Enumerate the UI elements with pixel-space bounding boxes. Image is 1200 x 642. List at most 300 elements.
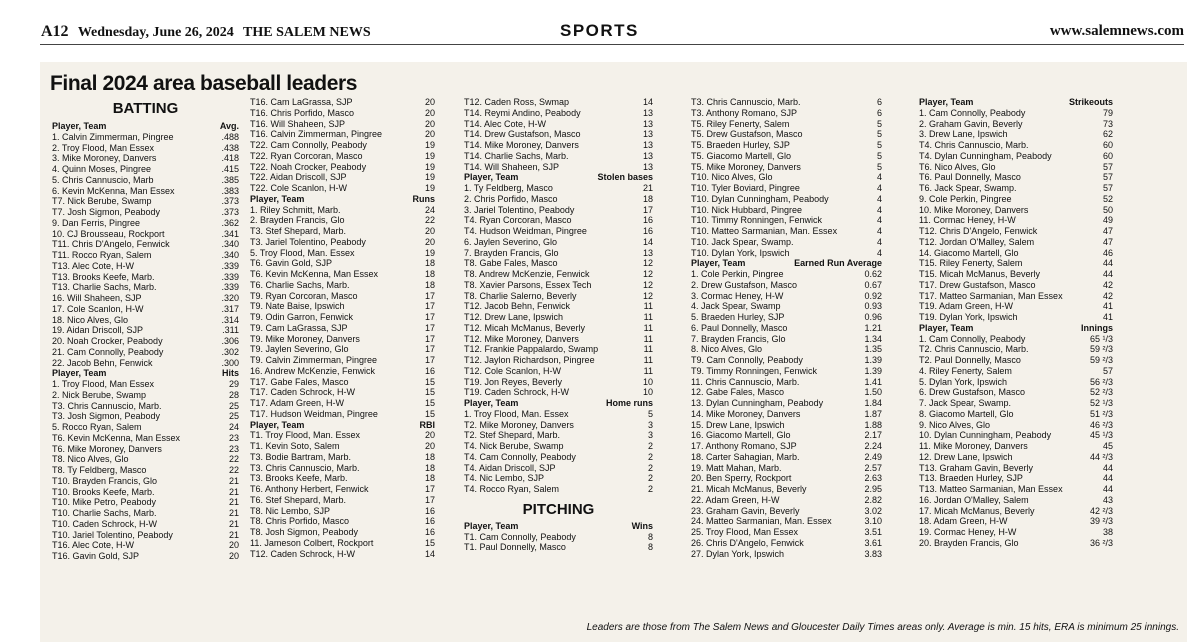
stat-value: 4 [876,183,882,193]
player-team: T22. Cam Connolly, Peabody [250,140,367,150]
stat-row [691,312,882,323]
stat-category-label: Strikeouts [1068,97,1113,107]
player-team: T19. Adam Green, H-W [919,301,1014,312]
stat-row [464,269,653,280]
stat-value: 0.93 [864,301,882,312]
stat-value: .340 [221,239,239,250]
stat-row [250,377,435,388]
stat-row [919,205,1113,216]
stat-value: 39 ²/3 [1089,516,1113,527]
stat-value: 11 [643,312,653,322]
stat-value: 8 [647,531,653,542]
player-team: T4. Chris Cannuscio, Marb. [919,140,1029,150]
stat-value: .306 [221,336,239,346]
player-team: 21. Cam Connolly, Peabody [52,346,164,357]
stat-row [464,484,653,495]
stat-value: 44 [1102,473,1113,484]
stat-row [464,441,653,452]
stat-row [919,162,1113,173]
stat-value: .488 [221,131,239,142]
stat-row [919,527,1113,538]
stat-row [464,258,653,269]
player-team: 16. Giacomo Martell, Glo [691,430,791,441]
article-title: Final 2024 area baseball leaders [50,72,358,95]
stat-row [464,532,653,543]
stat-value: 12 [642,269,653,279]
player-team: 12. Drew Lane, Ipswich [919,451,1013,462]
stat-value: 36 ²/3 [1089,537,1113,548]
stat-row [691,334,882,345]
stat-value: 19 [424,140,435,150]
stat-row [691,549,882,560]
stat-category-label: Hits [221,368,239,379]
stat-row [52,508,239,519]
player-team: T8. Ty Feldberg, Masco [52,465,147,475]
stat-row [691,387,882,398]
player-team: T8. Chris Porfido, Masco [250,516,350,527]
stat-value: 41 [1102,312,1113,322]
stat-value: 1.34 [864,333,882,344]
stat-row [250,409,435,420]
stat-row [250,226,435,237]
player-team: T13. Brooks Keefe, Marb. [52,271,155,282]
stat-value: 44 [1102,269,1113,279]
stats-column-3 [464,97,653,553]
player-team: T15. Riley Fenerty, Salem [919,258,1023,269]
stat-row [464,119,653,130]
player-team: T3. Bodie Bartram, Marb. [250,451,352,462]
stat-row [250,473,435,484]
stat-row [691,129,882,140]
stat-row [464,430,653,441]
stat-row [919,334,1113,345]
stat-category-label: Innings [1081,322,1113,333]
stat-row [691,452,882,463]
stat-row [464,409,653,420]
player-team: T11. Rocco Ryan, Salem [52,250,152,260]
stat-row [250,172,435,183]
player-team: T2. Stef Shepard, Marb. [464,430,561,441]
player-team: 17. Cole Scanlon, H-W [52,303,144,314]
player-team: T3. Stef Shepard, Marb. [250,226,347,236]
stat-row [52,143,239,154]
stat-row [250,312,435,323]
stat-value: 46 [1102,247,1113,258]
stat-row [52,250,239,261]
stat-value: 17 [424,494,435,505]
player-team: T7. Josh Sigmon, Peabody [52,207,161,217]
stat-row [464,377,653,388]
stat-value: 5 [647,408,653,419]
stat-row [52,476,239,487]
stat-value: 17 [424,290,435,301]
stat-value: 4 [876,247,882,258]
stat-value: 20 [424,441,435,451]
leaders-panel [40,62,1187,642]
stat-value: .311 [222,325,239,336]
player-team: 5. Troy Flood, Man. Essex [250,247,355,258]
player-team: T12. Mike Moroney, Danvers [464,333,579,344]
stat-value: 3.10 [864,516,882,527]
stat-value: 2 [647,441,653,451]
stat-value: 52 ¹/3 [1089,398,1113,408]
stat-row [464,355,653,366]
stat-row [464,387,653,398]
stat-value: .339 [221,271,239,282]
player-team: T8. Nico Alves, Glo [52,454,129,465]
stat-value: 4 [876,172,882,183]
player-team: T14. Drew Gustafson, Masco [464,129,581,140]
stat-row [250,495,435,506]
stat-value: 20 [424,107,435,118]
stat-row [52,347,239,358]
stat-value: 11 [643,333,653,344]
stat-value: .302 [221,346,239,357]
stat-row [919,301,1113,312]
stat-row [691,301,882,312]
stat-value: 3.83 [864,548,882,559]
stat-value: 3 [647,419,653,430]
player-team: T8. Xavier Parsons, Essex Tech [464,279,592,290]
stat-value: 3.02 [864,505,882,516]
stat-row [250,108,435,119]
stat-row [691,140,882,151]
stat-row [52,444,239,455]
stat-value: .362 [221,217,239,228]
stat-row [250,258,435,269]
player-team: T12. Jordan O'Malley, Salem [919,236,1035,247]
stat-category-label: Home runs [605,398,653,408]
player-team: 4. Jack Spear, Swamp [691,301,781,312]
player-team: 12. Gabe Fales, Masco [691,387,785,398]
player-team: T17. Adam Green, H-W [250,398,345,408]
player-team: T14. Will Shaheen, SJP [464,161,560,172]
stat-header-row [691,258,882,269]
stat-value: 5 [876,118,882,129]
stat-row [52,272,239,283]
stat-row [52,164,239,175]
stat-value: 50 [1102,204,1113,215]
stat-value: 15 [424,537,435,548]
stat-row [250,291,435,302]
stat-row [691,280,882,291]
stat-value: .373 [221,207,239,217]
player-team: T12. Caden Ross, Swmap [464,97,570,107]
player-team: 1. Troy Flood, Man. Essex [464,408,569,419]
stat-value: 62 [1102,129,1113,140]
stat-row [52,282,239,293]
stat-row [250,97,435,108]
stat-row [464,463,653,474]
stat-value: 23 [228,432,239,443]
player-team: 1. Cole Perkin, Pingree [691,269,784,279]
player-team: 4. Riley Fenerty, Salem [919,365,1012,376]
player-team: T4. Hudson Weidman, Pingree [464,226,587,236]
player-team: T3. Chris Cannuscio, Marb. [691,97,801,107]
stat-row [52,336,239,347]
website-url: www.salemnews.com [1049,23,1184,39]
player-team: T22. Cole Scanlon, H-W [250,183,348,193]
column-header-label: Player, Team [250,193,305,204]
stat-row [691,248,882,259]
stat-value: 20 [228,540,239,551]
player-team: T7. Nick Berube, Swamp [52,196,152,207]
stat-row [250,162,435,173]
stat-value: 23 [228,443,239,454]
column-header-label: Player, Team [691,258,746,269]
stat-value: 19 [424,183,435,193]
stat-value: 18 [424,451,435,462]
stat-value: 52 ²/3 [1089,387,1113,398]
stat-row [52,379,239,390]
stat-value: 17 [642,204,653,215]
stat-value: 0.67 [864,279,882,290]
player-team: 16. Jordan O'Malley, Salem [919,494,1029,505]
player-team: 11. Cormac Heney, H-W [919,215,1016,226]
stat-row [919,129,1113,140]
stat-value: 21 [228,497,239,508]
stat-row [691,441,882,452]
player-team: T10. Jack Spear, Swamp. [691,236,794,247]
stat-value: 45 [1102,441,1113,451]
stat-row [250,538,435,549]
stat-value: 4 [876,236,882,247]
stat-row [919,430,1113,441]
stat-value: 17 [424,333,435,344]
stat-row [52,358,239,369]
player-team: 2. Graham Gavin, Beverly [919,118,1023,129]
stat-value: 4 [876,193,882,204]
stat-value: 20 [228,551,239,561]
player-team: 9. Cole Perkin, Pingree [919,193,1012,204]
stat-row [919,441,1113,452]
player-team: T8. Charlie Salerno, Beverly [464,290,577,301]
stat-category-label: Wins [631,520,653,531]
stat-value: 6 [876,97,882,107]
player-team: 2. Drew Gustafson, Masco [691,279,798,290]
player-team: T6. Anthony Herbert, Fenwick [250,484,369,494]
stat-value: 19 [424,161,435,172]
player-team: 7. Brayden Francis, Glo [464,247,559,258]
player-team: 19. Aidan Driscoll, SJP [52,325,144,336]
stat-row [691,194,882,205]
stat-value: .339 [221,260,239,271]
stat-value: 65 ¹/3 [1089,333,1113,344]
stat-value: 11 [643,355,653,365]
stat-row [464,108,653,119]
stat-value: 18 [424,279,435,290]
stat-row [919,420,1113,431]
player-team: T1. Cam Connolly, Peabody [464,531,576,542]
stat-row [691,269,882,280]
player-team: 8. Giacomo Martell, Glo [919,408,1014,419]
player-team: 10. CJ Brousseau, Rockport [52,228,165,239]
stat-value: 21 [228,518,239,529]
stat-value: 19 [424,150,435,161]
stat-value: 47 [1102,226,1113,236]
player-team: T17. Matteo Sarmanian, Man Essex [919,290,1063,301]
player-team: 1. Riley Schmitt, Marb. [250,204,341,215]
stat-row [52,390,239,401]
stat-category-label: Stolen bases [597,172,653,183]
player-team: T2. Mike Moroney, Danvers [464,419,574,430]
player-team: T12. Chris D'Angelo, Fenwick [919,226,1038,236]
stat-value: 20 [424,226,435,236]
player-team: T16. Will Shaheen, SJP [250,118,346,129]
stat-value: 17 [424,312,435,322]
player-team: 26. Chris D'Angelo, Fenwick [691,537,804,548]
stat-value: 2.49 [864,451,882,462]
player-team: 5. Braeden Hurley, SJP [691,312,785,322]
newspaper-name: THE SALEM NEWS [243,25,371,40]
player-team: T10. Jariel Tolentino, Peabody [52,529,173,540]
player-team: T1. Paul Donnelly, Masco [464,542,566,553]
stat-value: 24 [228,422,239,432]
stat-value: 5 [876,161,882,172]
stat-value: 18 [424,473,435,484]
stat-value: 21 [228,508,239,518]
stat-value: 16 [424,527,435,537]
player-team: 16. Will Shaheen, SJP [52,293,142,303]
section-name: SPORTS [560,21,639,40]
stat-value: 1.87 [864,408,882,419]
player-team: T4. Cam Connolly, Peabody [464,451,576,462]
player-team: T4. Dylan Cunningham, Peabody [919,150,1052,161]
stat-row [691,355,882,366]
stat-row [464,420,653,431]
stat-row [464,301,653,312]
stat-value: .320 [221,293,239,303]
stat-row [919,463,1113,474]
stat-row [52,207,239,218]
player-team: 19. Cormac Heney, H-W [919,527,1017,537]
stat-value: 11 [643,322,653,333]
stat-value: 13 [642,107,653,118]
player-team: T12. Drew Lane, Ipswich [464,312,564,322]
player-team: 9. Dan Ferris, Pingree [52,217,141,228]
stat-value: 73 [1102,118,1113,129]
player-team: T6. Paul Donnelly, Masco [919,172,1021,183]
stat-row [464,323,653,334]
stat-value: 2 [647,451,653,462]
stat-header-row [250,194,435,205]
stat-value: 25 [228,400,239,411]
player-team: T6. Gavin Gold, SJP [250,258,333,269]
player-team: T17. Gabe Fales, Masco [250,376,349,387]
player-team: T5. Giacomo Martell, Glo [691,150,792,161]
player-team: 21. Micah McManus, Beverly [691,484,807,494]
stat-header-row [52,368,239,379]
stats-column-5 [919,97,1113,549]
player-team: T5. Braeden Hurley, SJP [691,140,790,150]
stat-row [691,183,882,194]
stat-category-label: Runs [412,193,435,204]
player-team: 7. Brayden Francis, Glo [691,333,786,344]
player-team: 6. Paul Donnelly, Masco [691,322,788,333]
player-team: T1. Kevin Soto, Salem [250,441,340,451]
stat-row [919,344,1113,355]
player-team: T13. Matteo Sarmanian, Man Essex [919,484,1063,494]
stat-row [691,409,882,420]
player-team: T9. Ryan Corcoran, Masco [250,290,358,301]
stat-row [250,355,435,366]
stat-row [919,409,1113,420]
player-team: T12. Cole Scanlon, H-W [464,365,562,376]
player-team: T2. Chris Cannuscio, Marb. [919,344,1029,355]
stat-header-row [919,97,1113,108]
player-team: 1. Cam Connolly, Peabody [919,333,1026,344]
stat-value: 44 [1102,258,1113,269]
stat-value: 17 [424,355,435,365]
stat-value: 2.82 [864,494,882,505]
stat-value: 1.39 [864,355,882,365]
stats-column-2 [250,97,435,559]
player-team: T9. Odin Garron, Fenwick [250,312,354,322]
stat-row [52,497,239,508]
stat-row [691,215,882,226]
stat-row [919,506,1113,517]
stat-value: 17 [424,322,435,333]
stat-row [919,538,1113,549]
stat-value: 2.63 [864,473,882,484]
stat-row [919,258,1113,269]
stat-row [52,551,239,562]
player-team: T3. Anthony Romano, SJP [691,107,798,118]
stat-value: 22 [424,215,435,226]
stat-value: 13 [642,118,653,129]
player-team: T14. Reymi Andino, Peabody [464,107,581,118]
player-team: T9. Mike Moroney, Danvers [250,333,360,344]
player-team: 6. Kevin McKenna, Man Essex [52,185,175,196]
stat-row [919,484,1113,495]
stat-value: 1.84 [864,398,882,408]
stat-value: 11 [643,344,653,355]
stat-row [919,516,1113,527]
stat-row [919,312,1113,323]
stat-row [52,433,239,444]
stat-row [464,162,653,173]
stat-value: 2 [647,473,653,484]
player-team: T15. Micah McManus, Beverly [919,269,1041,279]
player-team: T19. Caden Schrock, H-W [464,387,570,398]
stat-row [464,97,653,108]
stat-value: 57 [1102,365,1113,376]
player-team: T6. Kevin McKenna, Man Essex [52,432,181,443]
player-team: T13. Graham Gavin, Beverly [919,462,1034,473]
player-team: T9. Calvin Zimmerman, Pingree [250,355,378,365]
stat-row [919,398,1113,409]
player-team: 22. Jacob Behn, Fenwick [52,357,153,368]
player-team: T10. Nico Alves, Glo [691,172,773,183]
stat-value: 3 [647,430,653,441]
stat-value: 1.88 [864,419,882,430]
player-team: T10. Tyler Boviard, Pingree [691,183,800,193]
player-team: T9. Nate Baise, Ipswich [250,301,345,312]
stat-value: .340 [221,250,239,260]
masthead-rule [40,44,1184,45]
player-team: 7. Jack Spear, Swamp. [919,398,1012,408]
stats-column-1 [52,97,239,562]
stat-value: 25 [228,411,239,422]
stat-value: 42 [1102,290,1113,301]
player-team: 22. Adam Green, H-W [691,494,780,505]
player-team: 14. Mike Moroney, Danvers [691,408,801,419]
player-team: 5. Chris Cannuscio, Marb [52,174,154,185]
stat-row [919,237,1113,248]
stat-value: 60 [1102,150,1113,161]
stat-value: 79 [1102,107,1113,118]
stat-row [52,218,239,229]
